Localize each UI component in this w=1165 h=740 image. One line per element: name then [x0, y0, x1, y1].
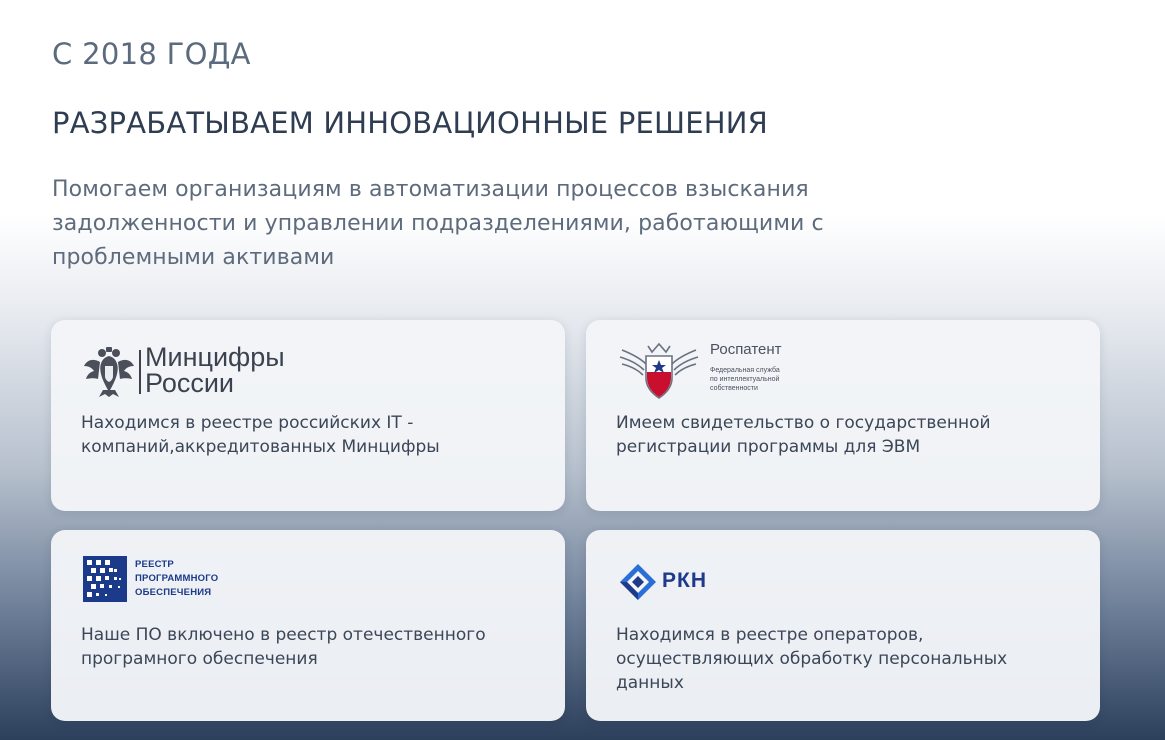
- software-registry-logo: [83, 556, 283, 604]
- card-rospatent: [586, 320, 1100, 511]
- hero-title: РАЗРАБАТЫВАЕМ ИННОВАЦИОННЫЕ РЕШЕНИЯ: [52, 106, 769, 140]
- registry-logo-line3: ОБЕСПЕЧЕНИЯ: [135, 587, 212, 598]
- hero-subtitle: Помогаем организациям в автоматизации процессов взыскания задолженности и управлении подразделениями, работающими с проблемными активами: [52, 177, 824, 270]
- rospatent-logo: [618, 340, 858, 402]
- registry-logo-line2: ПРОГРАММНОГО: [135, 573, 219, 584]
- mintsifry-logo-line2: России: [145, 368, 235, 398]
- logo-divider: [139, 350, 141, 394]
- rospatent-title: Роспатент: [710, 341, 782, 358]
- rospatent-subtitle-2: по интеллектуальной: [710, 376, 780, 383]
- card-software-registry-text: Наше ПО включено в реестр отечественного програмного обеспечения: [81, 625, 486, 669]
- card-rkn: [586, 530, 1100, 721]
- rospatent-emblem-icon: [618, 340, 700, 402]
- rkn-emblem-icon: [618, 562, 658, 602]
- card-software-registry: [51, 530, 565, 721]
- rospatent-subtitle-3: собственности: [710, 385, 758, 392]
- rkn-logo-title: РКН: [662, 569, 707, 592]
- card-mintsifry: [51, 320, 565, 511]
- rospatent-subtitle-1: Федеральная служба: [710, 367, 780, 374]
- russian-coat-of-arms-icon: [83, 344, 135, 398]
- rkn-logo: [618, 562, 778, 602]
- software-registry-icon: [83, 556, 127, 602]
- mintsifry-logo: [83, 342, 313, 398]
- hero-eyebrow: С 2018 ГОДА: [52, 37, 251, 71]
- card-rkn-text: Находимся в реестре операторов, осуществляющих обработку персональных данных: [616, 625, 1008, 693]
- registry-logo-line1: РЕЕСТР: [135, 559, 174, 570]
- card-mintsifry-text: Находимся в реестре российских IT - компаний,аккредитованных Минцифры: [81, 413, 440, 457]
- mintsifry-logo-line1: Минцифры: [145, 342, 285, 372]
- card-rospatent-text: Имеем свидетельство о государственной регистрации программы для ЭВМ: [616, 413, 991, 457]
